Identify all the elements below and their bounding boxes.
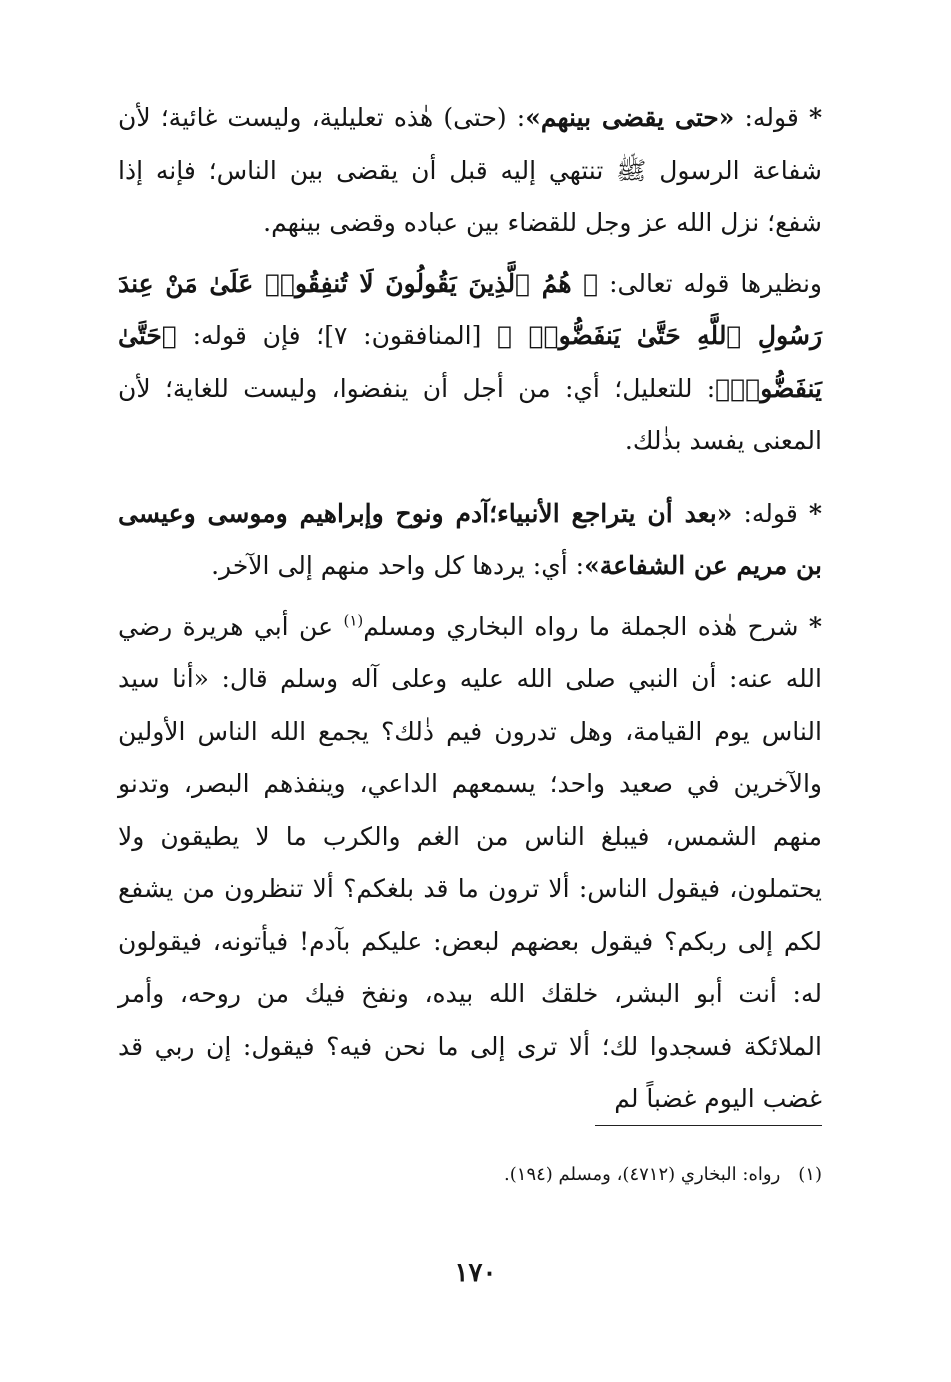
footnote bbox=[222, 1162, 822, 1188]
paragraph-marker: * bbox=[808, 103, 823, 132]
paragraph-text: : أي: يردها كل واحد منهم إلى الآخر. bbox=[211, 551, 585, 580]
lead-word: قوله: bbox=[744, 103, 799, 132]
paragraph-2 bbox=[118, 258, 822, 468]
footnote-text: رواه: البخاري (٤٧١٢)، ومسلم (١٩٤). bbox=[504, 1164, 781, 1185]
mid-text: فإن قوله: bbox=[192, 321, 301, 350]
paragraph-text: : للتعليل؛ أي: من أجل أن ينفضوا، وليست للغاية؛ لأن المعنى يفسد بذٰلك. bbox=[118, 373, 822, 455]
main-text bbox=[118, 92, 822, 1126]
paragraph-marker: * bbox=[808, 498, 822, 528]
hadith-quote: «بعد أن يتراجع الأنبياء؛آدم ونوح وإبراهيم وموسى وعيسى بن مريم عن الشفاعة» bbox=[118, 498, 822, 580]
page-number: ١٧٠ bbox=[454, 1258, 497, 1288]
hadith-quote: «حتى يقضى بينهم» bbox=[525, 103, 735, 132]
paragraph-lead: شرح هٰذه الجملة ما رواه البخاري ومسلم bbox=[363, 611, 799, 641]
paragraph-marker: * bbox=[808, 611, 822, 641]
paragraph-text: عن أبي هريرة رضي الله عنه: أن النبي صلى الله عليه وعلى آله وسلم قال: «أنا سيد الناس يوم القيامة، وهل تدرون فيم ذٰلك؟ يجمع الله الناس الأولين والآخرين في صعيد واحد؛ يسمعهم الداعي، وينفذهم البصر، وتدنو منهم الشمس، فيبلغ الناس من الغم والكرب ما لا يطيقون ولا يحتملون، فيقول الناس: ألا ترون ما قد بلغكم؟ ألا تنظرون من يشفع لكم إلى ربكم؟ فيقول بعضهم لبعض: عليكم بآدم! فيأتونه، فيقولون له: أنت أبو البشر، خلقك الله بيده، ونفخ فيك من روحه، وأمر الملائكة فسجدوا لك؛ ألا ترى إلى ما نحن فيه؟ فيقول: إن ربي قد غضب اليوم غضباً لم bbox=[118, 611, 822, 1113]
paragraph-1 bbox=[118, 92, 822, 250]
intro-text: ونظيرها قوله تعالى: bbox=[609, 268, 822, 298]
footnote-reference: (١) bbox=[343, 611, 364, 630]
verse-reference: [المنافقون: ٧]؛ bbox=[316, 321, 482, 350]
quran-verse: ﴿ هُمُ ٱلَّذِينَ يَقُولُونَ لَا تُنفِقُوا۟ عَلَىٰ مَنْ عِندَ رَسُولِ ٱللَّهِ حَتَّىٰ يَنفَضُّوا۟ ﴾ bbox=[118, 268, 823, 350]
lead-word: قوله: bbox=[743, 498, 798, 528]
paragraph-3 bbox=[118, 488, 822, 593]
paragraph-text: : (حتى) هٰذه تعليلية، وليست غائية؛ لأن شفاعة الرسول ﷺ تنتهي إليه قبل أن يقضى بين الناس؛ فإنه إذا شفع؛ نزل الله عز وجل للقضاء بين عباده وقضى بينهم. bbox=[118, 103, 822, 237]
footnote-number: (١) bbox=[798, 1164, 822, 1185]
paragraph-4 bbox=[118, 601, 822, 1126]
quran-word: ﴿حَتَّىٰ يَنفَضُّوا۟﴾ bbox=[118, 321, 822, 403]
footnote-divider bbox=[595, 1125, 822, 1126]
